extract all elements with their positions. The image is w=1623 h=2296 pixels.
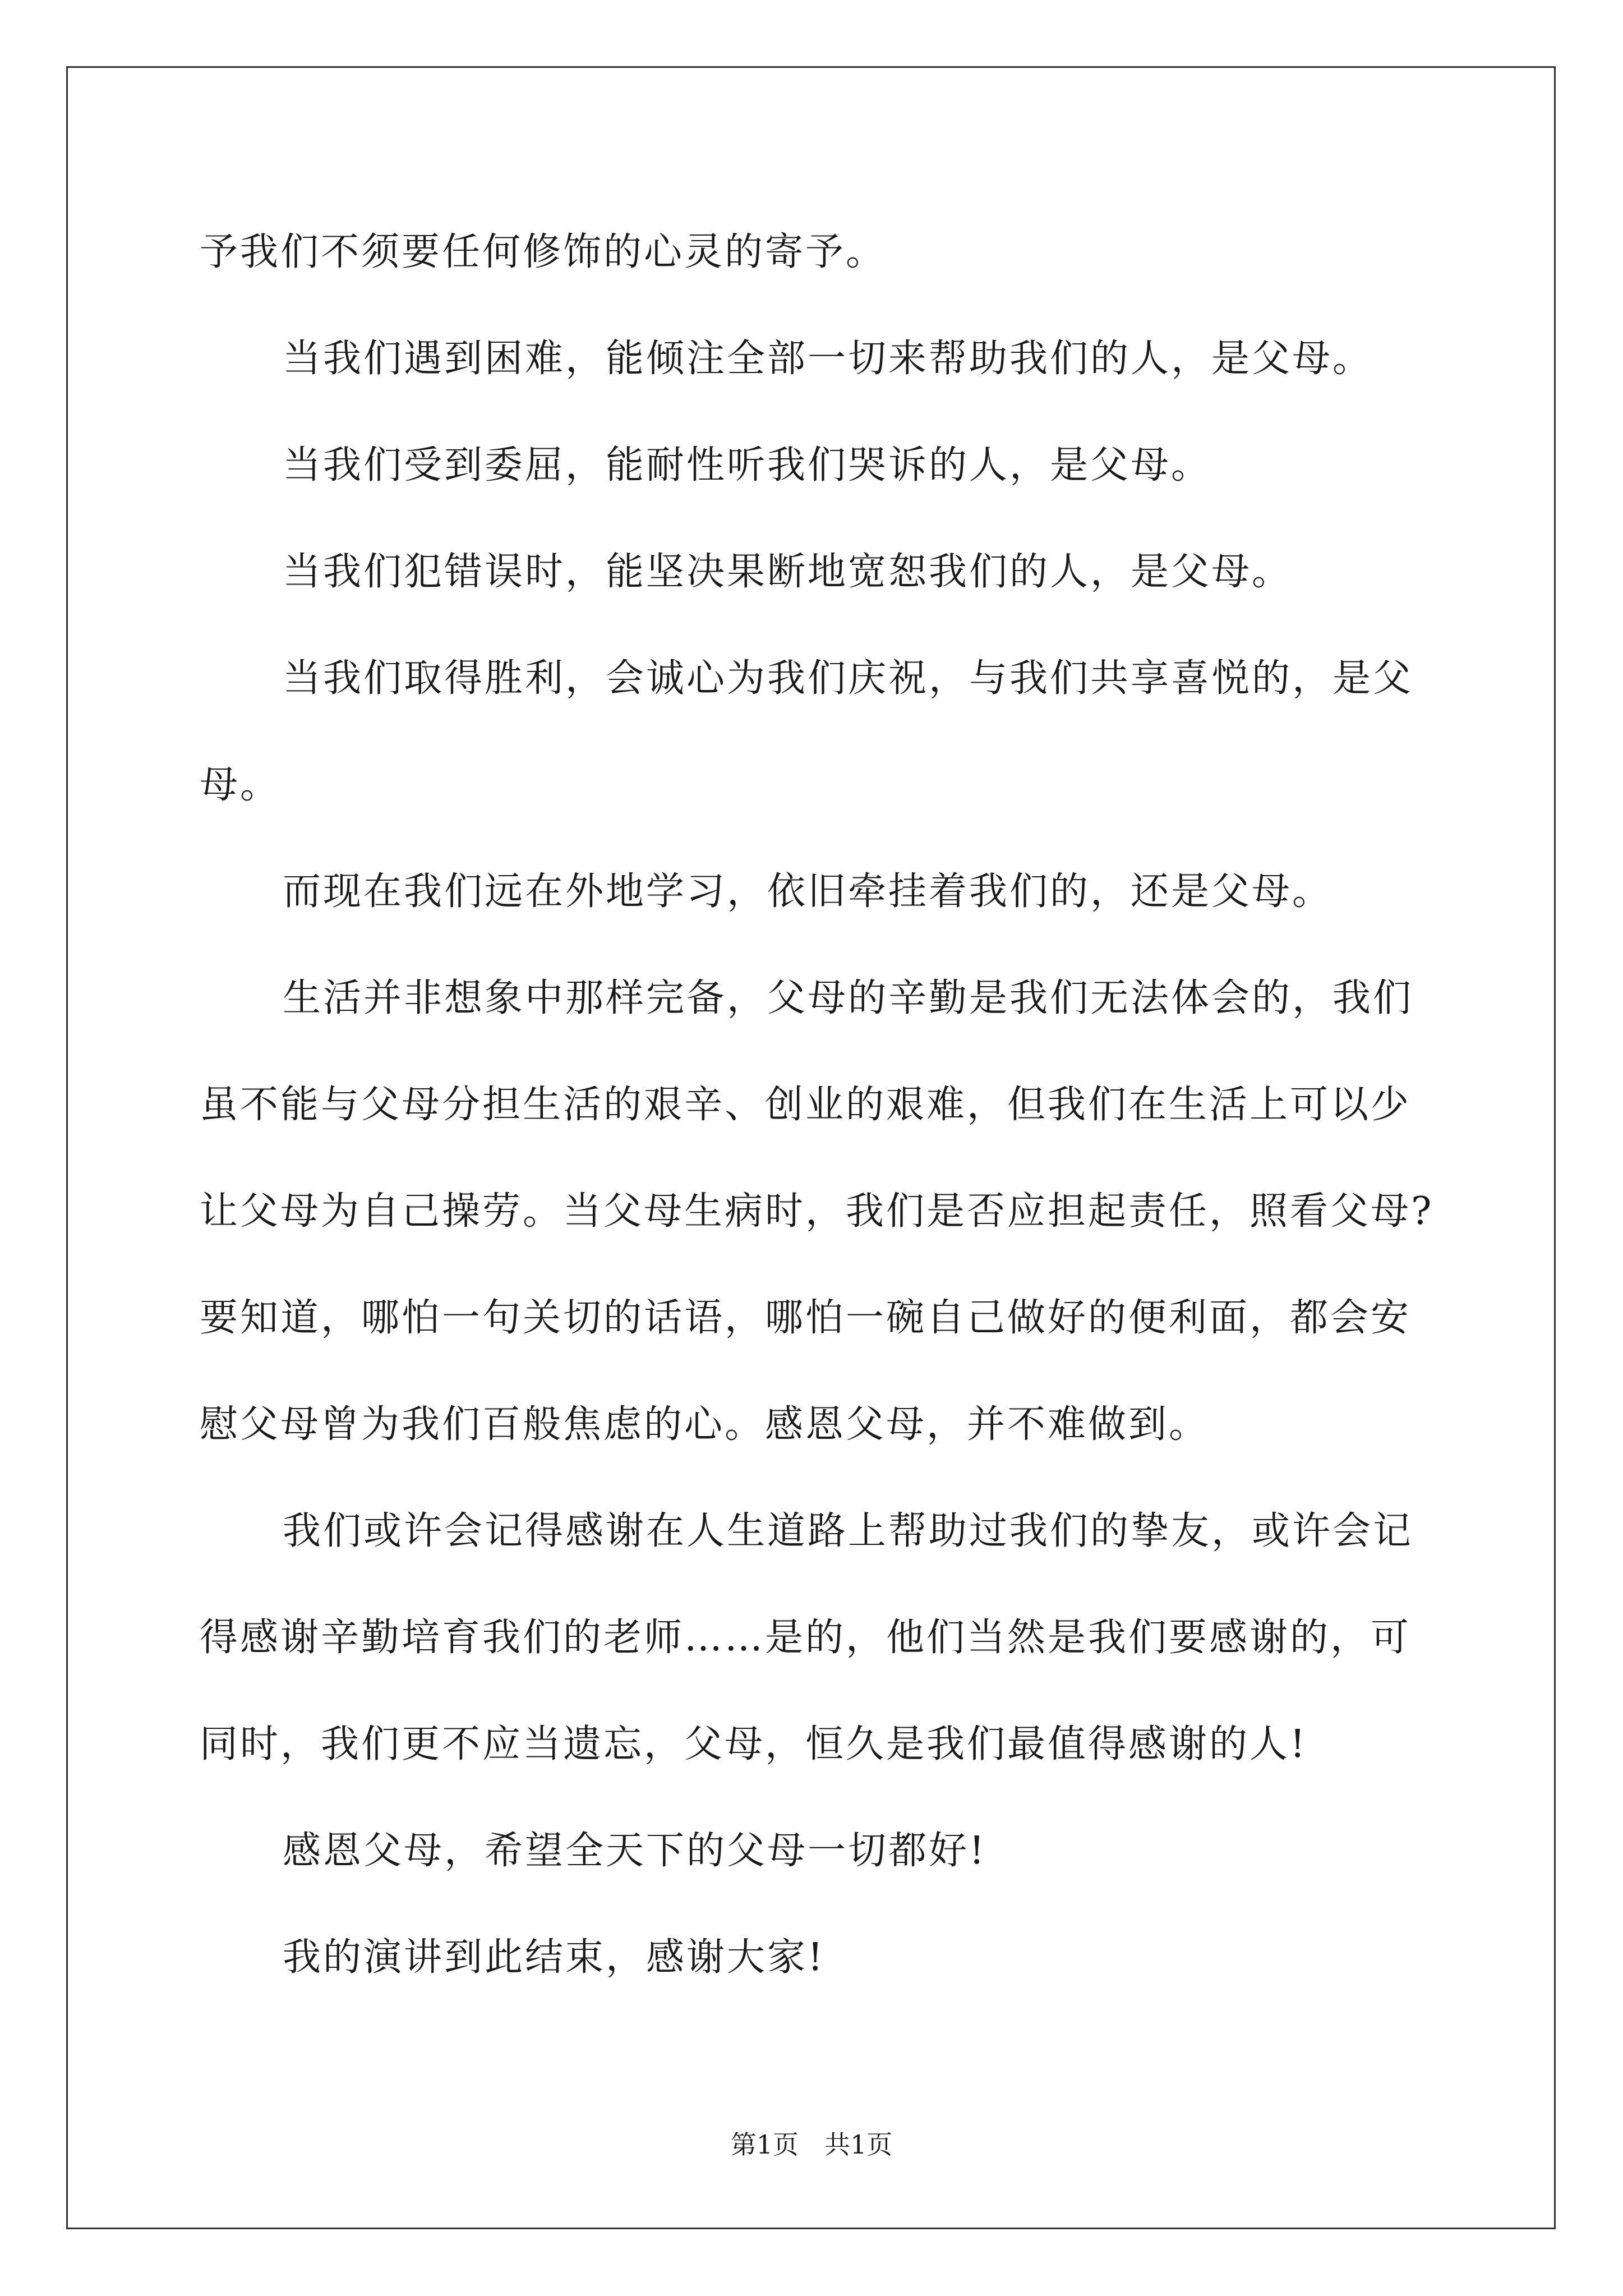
text-line: 我的演讲到此结束，感谢大家! bbox=[283, 1935, 826, 1980]
text-line: 让父母为自己操劳。当父母生病时，我们是否应担起责任，照看父母? bbox=[200, 1189, 1434, 1234]
text-line: 生活并非想象中那样完备，父母的辛勤是我们无法体会的，我们 bbox=[283, 976, 1414, 1020]
text-line: 慰父母曾为我们百般焦虑的心。感恩父母，并不难做到。 bbox=[200, 1402, 1210, 1447]
text-line: 当我们取得胜利，会诚心为我们庆祝，与我们共享喜悦的，是父 bbox=[283, 656, 1414, 701]
text-line: 当我们犯错误时，能坚决果断地宽恕我们的人，是父母。 bbox=[283, 550, 1293, 594]
text-line: 当我们受到委屈，能耐性听我们哭诉的人，是父母。 bbox=[283, 443, 1212, 487]
text-line: 虽不能与父母分担生活的艰辛、创业的艰难，但我们在生活上可以少 bbox=[200, 1083, 1412, 1127]
text-line: 要知道，哪怕一句关切的话语，哪怕一碗自己做好的便利面，都会安 bbox=[200, 1296, 1412, 1340]
text-line: 当我们遇到困难，能倾注全部一切来帮助我们的人，是父母。 bbox=[283, 337, 1373, 381]
text-line: 予我们不须要任何修饰的心灵的寄予。 bbox=[200, 230, 887, 274]
text-line: 而现在我们远在外地学习，依旧牵挂着我们的，还是父母。 bbox=[283, 869, 1333, 914]
page-number-footer: 第1页 共1页 bbox=[730, 2129, 893, 2160]
text-line: 同时，我们更不应当遗忘，父母，恒久是我们最值得感谢的人! bbox=[200, 1722, 1308, 1766]
text-line: 母。 bbox=[200, 763, 281, 807]
document-body bbox=[200, 199, 1433, 2011]
text-line: 得感谢辛勤培育我们的老师……是的，他们当然是我们要感谢的，可 bbox=[200, 1616, 1412, 1660]
text-line: 感恩父母，希望全天下的父母一切都好! bbox=[283, 1829, 987, 1873]
text-line: 我们或许会记得感谢在人生道路上帮助过我们的挚友，或许会记 bbox=[283, 1509, 1414, 1553]
